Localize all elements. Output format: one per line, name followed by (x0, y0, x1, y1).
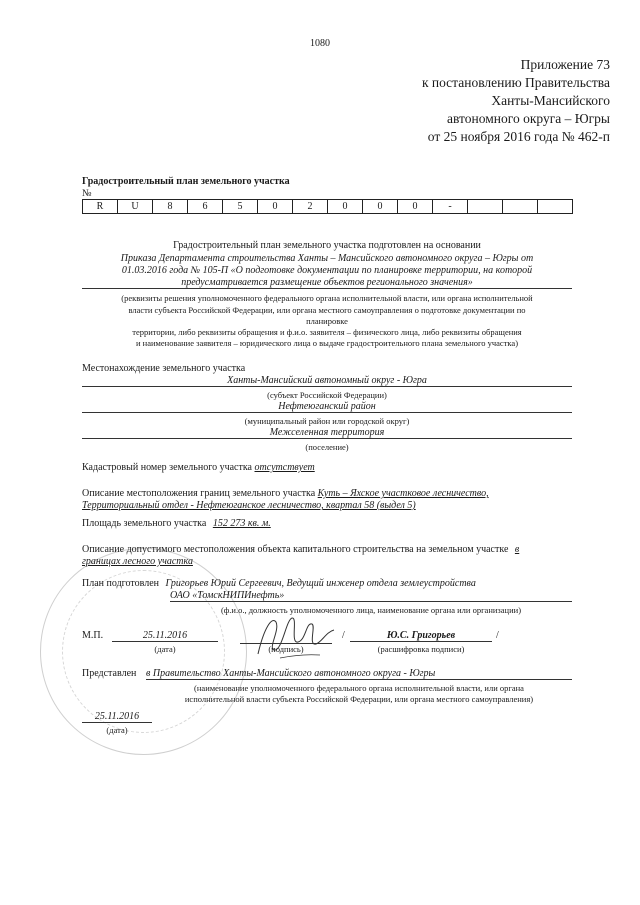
plan-number-grid (82, 199, 573, 214)
cadastral-value: отсутствует (254, 462, 315, 473)
prepared-label: План подготовлен (82, 578, 159, 589)
code-cell: 0 (363, 200, 398, 214)
code-cell: 8 (153, 200, 188, 214)
basis-text: предусматривается размещение объектов регионального значения» (82, 277, 572, 289)
submitted-date-note: (дата) (106, 725, 128, 735)
handwritten-signature-icon (250, 608, 340, 666)
appendix-line: к постановлению Правительства (421, 75, 610, 90)
code-cell (468, 200, 503, 214)
location-district-note: (муниципальный район или городской округ) (244, 416, 410, 426)
basis-note: и наименование заявителя – юридического лица о выдаче градостроительного плана земельного участка) (135, 338, 519, 348)
mp-label: М.П. (82, 630, 104, 641)
permitted-value: в (514, 544, 520, 555)
area-row (82, 518, 271, 529)
signature-date-note: (дата) (154, 644, 176, 654)
code-cell: U (118, 200, 153, 214)
area-label: Площадь земельного участка (82, 518, 207, 529)
prepared-value: ОАО «ТомскНИПИнефть» (170, 590, 572, 602)
submitted-label: Представлен (82, 668, 137, 679)
location-subject: Ханты-Мансийский автономный округ - Югра (82, 375, 572, 387)
code-cell: 0 (258, 200, 293, 214)
appendix-line: Приложение 73 (520, 57, 610, 72)
basis-text: Приказа Департамента строительства Ханты – Мансийского автономного округа – Югры от (120, 253, 534, 264)
appendix-header (422, 56, 610, 146)
code-cell (538, 200, 573, 214)
boundaries-label: Описание местоположения границ земельного участка (82, 488, 316, 499)
code-cell: 5 (223, 200, 258, 214)
submitted-date: 25.11.2016 (82, 711, 152, 723)
cadastral-label: Кадастровый номер земельного участка (82, 462, 252, 473)
signature-date: 25.11.2016 (112, 630, 218, 642)
area-value: 152 273 кв. м. (212, 518, 271, 529)
basis-note: (реквизиты решения уполномоченного федерального органа исполнительной власти, или органа исполнительной (121, 293, 533, 303)
code-cell: 2 (293, 200, 328, 214)
page-number: 1080 (310, 38, 330, 49)
basis-note: территории, либо реквизиты обращения и ф.и.о. заявителя – физического лица, либо реквизиты обращения (132, 327, 522, 337)
basis-heading: Градостроительный план земельного участка подготовлен на основании (173, 240, 481, 251)
code-cell: R (83, 200, 118, 214)
signature-name: Ю.С. Григорьев (350, 630, 492, 642)
permitted-value: границах лесного участка (82, 556, 193, 567)
submitted-note: (наименование уполномоченного федерального органа исполнительной власти, или органа (194, 683, 524, 693)
plan-number-label: № (82, 188, 92, 199)
code-cell (503, 200, 538, 214)
boundaries-row (82, 488, 489, 499)
signature-slash: / (342, 630, 345, 641)
appendix-line: от 25 ноября 2016 года № 462-п (427, 129, 610, 144)
code-cell: 0 (328, 200, 363, 214)
boundaries-value: Куть – Яхское участковое лесничество, (317, 488, 489, 499)
signature-sign-note: (подпись) (268, 644, 304, 654)
plan-title: Градостроительный план земельного участка (82, 176, 290, 187)
permitted-label: Описание допустимого местоположения объекта капитального строительства на земельном участке (82, 544, 509, 555)
prepared-value: Григорьев Юрий Сергеевич, Ведущий инженер отдела землеустройства (165, 578, 476, 589)
location-district: Нефтеюганский район (82, 401, 572, 413)
permitted-row (82, 544, 519, 555)
code-cell: 6 (188, 200, 223, 214)
appendix-line: автономного округа – Югры (447, 111, 610, 126)
location-subject-note: (субъект Российской Федерации) (267, 390, 387, 400)
basis-text: 01.03.2016 года № 105-П «О подготовке документации по планировке территории, на которой (121, 265, 533, 276)
signature-name-note: (расшифровка подписи) (377, 644, 465, 654)
appendix-line: Ханты-Мансийского (491, 93, 610, 108)
code-cell: - (433, 200, 468, 214)
code-cell: 0 (398, 200, 433, 214)
basis-note: власти субъекта Российской Федерации, или органа местного самоуправления о подготовке документации по (128, 305, 526, 315)
basis-note: планировке (306, 316, 348, 326)
location-settlement: Межселенная территория (82, 427, 572, 439)
boundaries-value: Территориальный отдел - Нефтеюганское лесничество, квартал 58 (выдел 5) (82, 500, 416, 511)
location-settlement-note: (поселение) (305, 442, 349, 452)
signature-slash: / (496, 630, 499, 641)
prepared-note: (ф.и.о., должность уполномоченного лица, наименование органа или организации) (220, 605, 522, 615)
prepared-row (82, 578, 476, 589)
location-label: Местонахождение земельного участка (82, 363, 246, 374)
submitted-value: в Правительство Ханты-Мансийского автономного округа - Югры (146, 668, 572, 680)
cadastral-row (82, 462, 355, 473)
submitted-note: исполнительной власти субъекта Российской Федерации, или органа местного самоуправления) (184, 694, 534, 704)
